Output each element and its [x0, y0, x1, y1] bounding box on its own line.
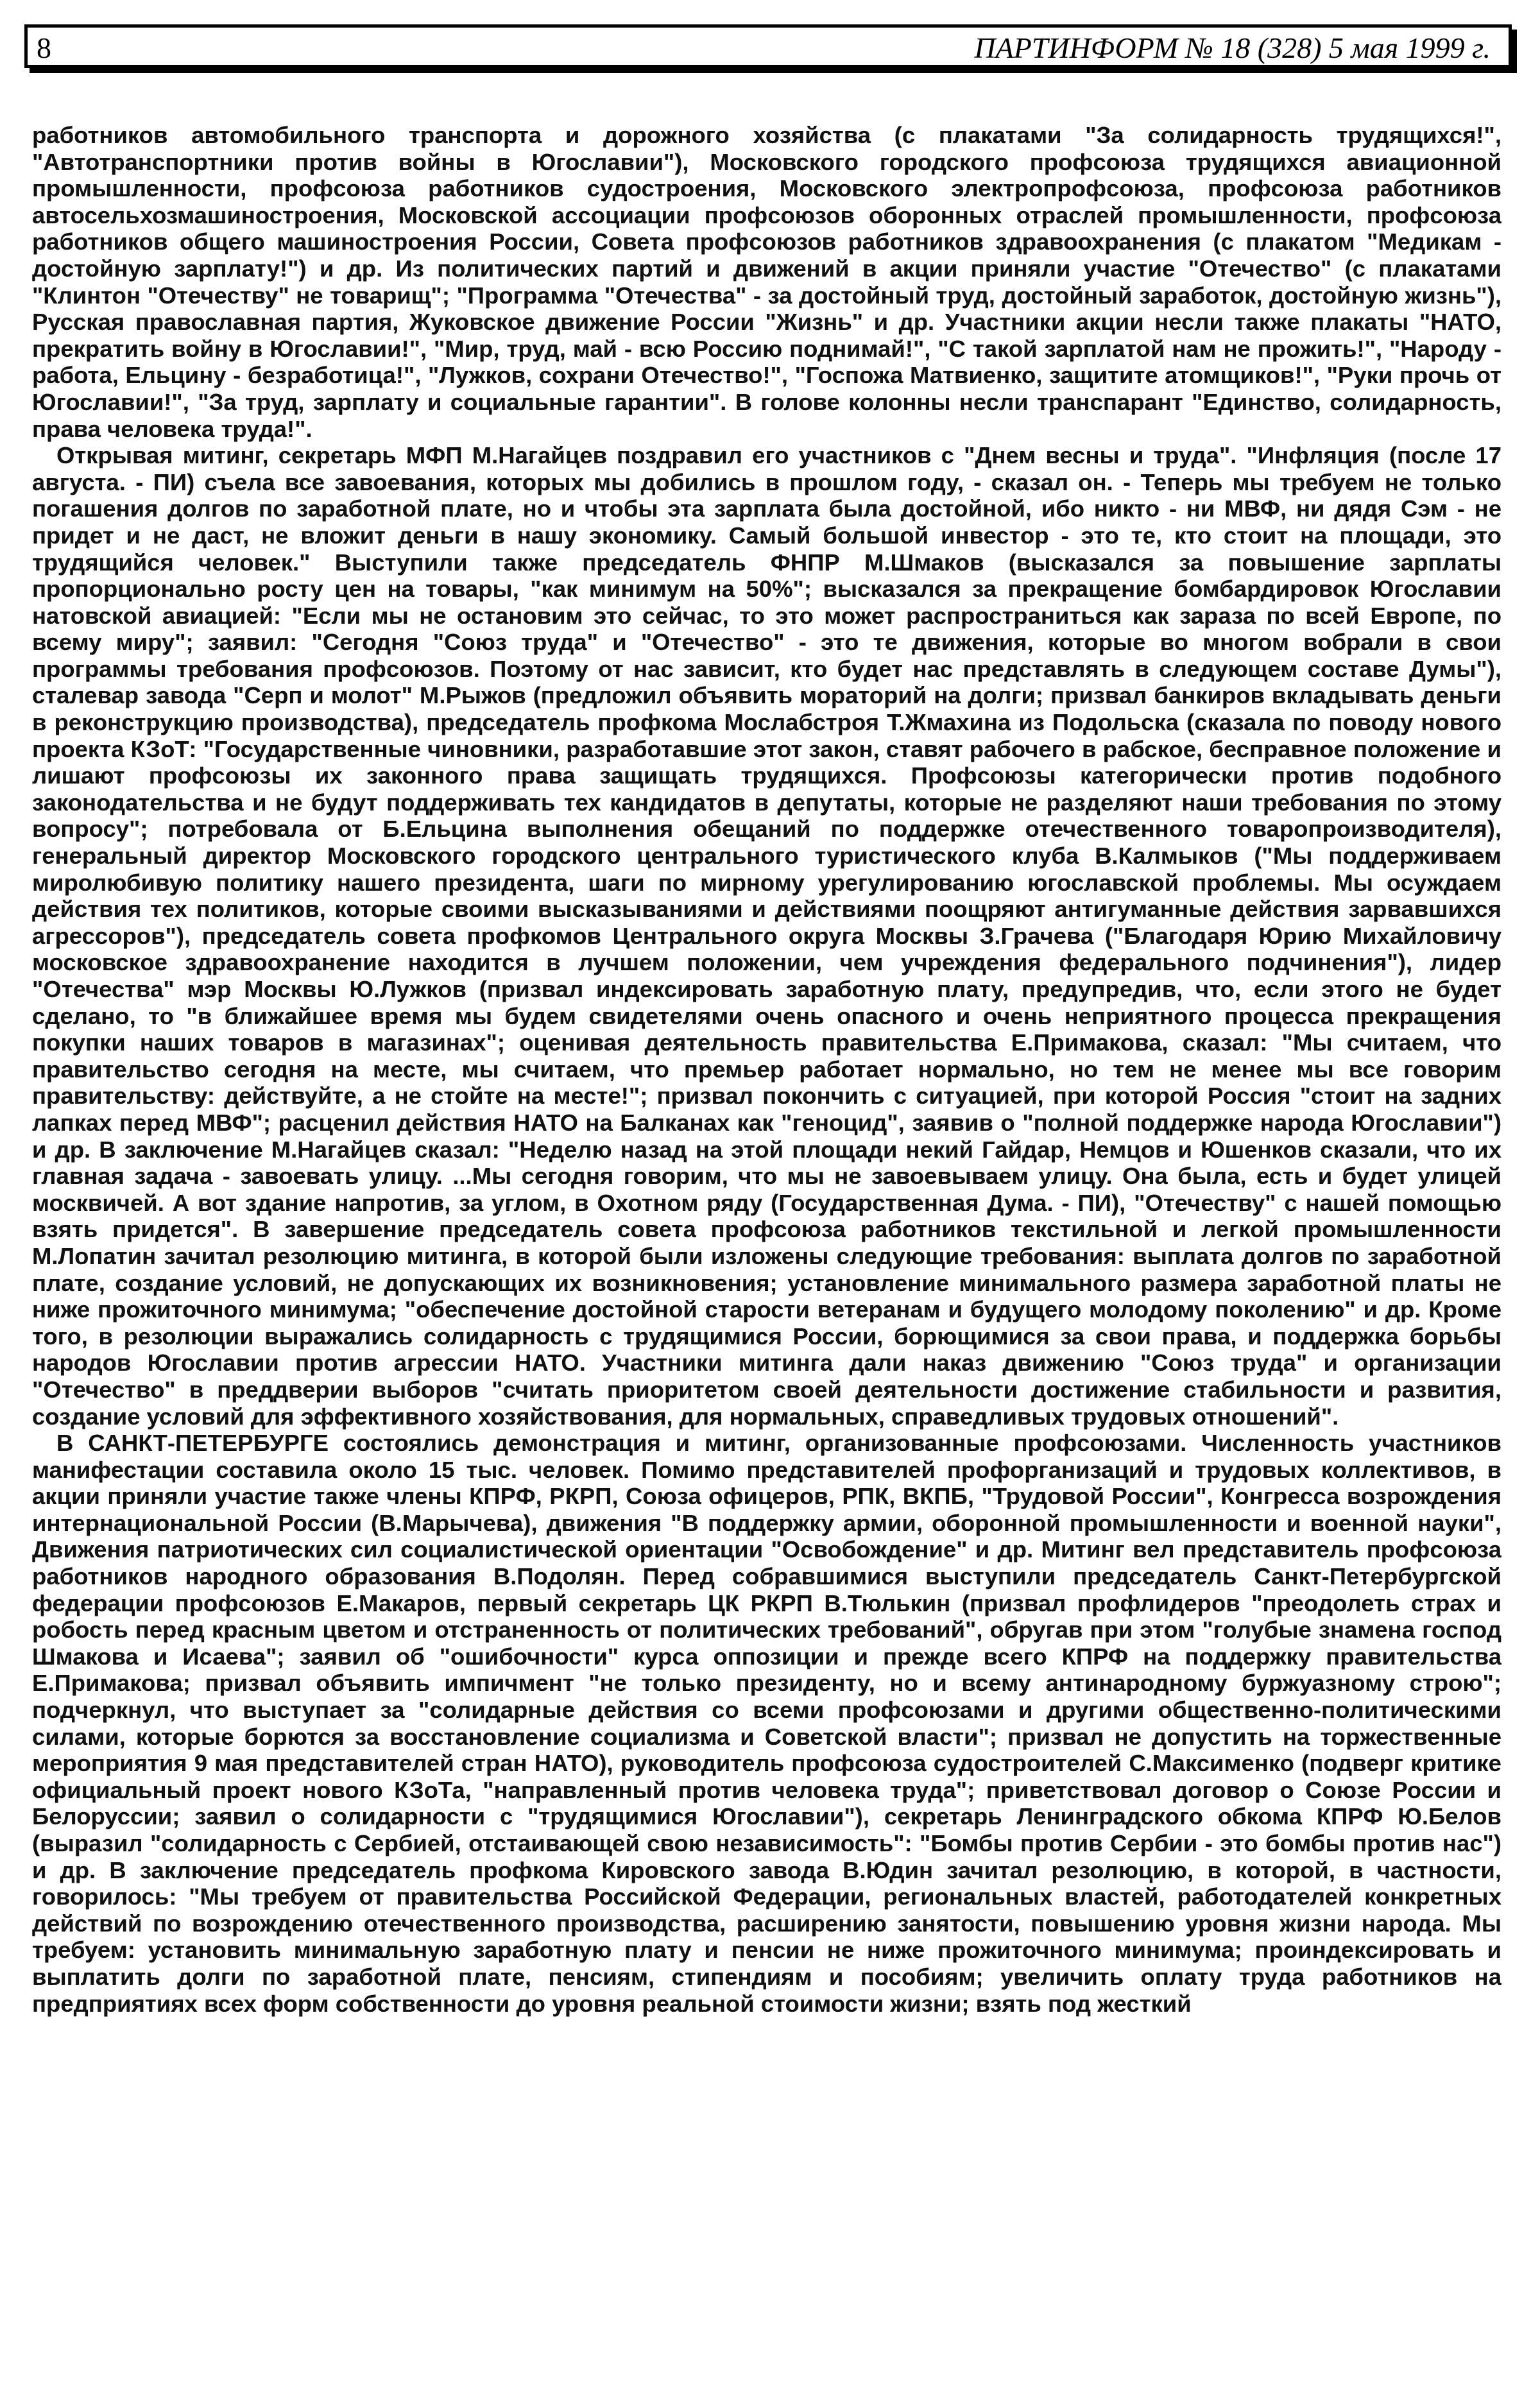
paragraph-3: В САНКТ-ПЕТЕРБУРГЕ состоялись демонстрация и митинг, организованные профсоюзами. Численность участников манифестации составила около 15 тыс. человек. Помимо представителей профорганизаций и трудовых коллективов, в акции приняли участие также члены КПРФ, РКРП, Союза офицеров, РПК, ВКПБ, "Трудовой России", Конгресса возрождения интернациональной России (В.Марычева), движения "В поддержку армии, оборонной промышленности и военной науки", Движения патриотических сил социалистической ориентации "Освобождение" и др. Митинг вел представитель профсоюза работников народного образования В.Подолян. Перед собравшимися выступили председатель Санкт-Петербургской федерации профсоюзов Е.Макаров, первый секретарь ЦК РКРП В.Тюлькин (призвал профлидеров "преодолеть страх и робость перед красным цветом и отстраненность от политических требований", обругав при этом "голубые знамена господ Шмакова и Исаева"; заявил об "ошибочности" курса оппозиции и прежде всего КПРФ на поддержку правительства Е.Примакова; призвал объявить импичмент "не только президенту, но и всему антинародному буржуазному строю"; подчеркнул, что выступает за "солидарные действия со всеми профсоюзами и другими общественно-политическими силами, которые борются за восстановление социализма и Советской власти"; призвал не допустить на торжественные мероприятия 9 мая представителей стран НАТО), руководитель профсоюза судостроителей С.Максименко (подверг критике официальный проект нового КЗоТа, "направленный против человека труда"; приветствовал договор о Союзе России и Белоруссии; заявил о солидарности с "трудящимися Югославии"), секретарь Ленинградского обкома КПРФ Ю.Белов (выразил "солидарность с Сербией, отстаивающей свою независимость": "Бомбы против Сербии - это бомбы против нас") и др. В заключение председатель профкома Кировского завода В.Юдин зачитал резолюцию, в которой, в частности, говорилось: "Мы требуем от правительства Российской Федерации, региональных властей, работодателей конкретных действий по возрождению отечественного производства, расширению занятости, повышению уровня жизни народа. Мы требуем: установить минимальную заработную плату и пенсии не ниже прожиточного минимума; проиндексировать и выплатить долги по заработной плате, пенсиям, стипендиям и пособиям; увеличить оплату труда работников на предприятиях всех форм собственности до уровня реальной стоимости жизни; взять под жесткий	[32, 1430, 1502, 2017]
paragraph-2: Открывая митинг, секретарь МФП М.Нагайцев поздравил его участников с "Днем весны и труда". "Инфляция (после 17 августа. - ПИ) съела все завоевания, которых мы добились в прошлом году, - сказал он. - Теперь мы требуем не только погашения долгов по заработной плате, но и чтобы эта зарплата была достойной, ибо никто - ни МВФ, ни дядя Сэм - не придет и не даст, не вложит деньги в нашу экономику. Самый большой инвестор - это те, кто стоит на площади, это трудящийся человек." Выступили также председатель ФНПР М.Шмаков (высказался за повышение зарплаты пропорционально росту цен на товары, "как минимум на 50%"; высказался за прекращение бомбардировок Югославии натовской авиацией: "Если мы не остановим это сейчас, то это может распространиться как зараза по всей Европе, по всему миру"; заявил: "Сегодня "Союз труда" и "Отечество" - это те движения, которые во многом вобрали в свои программы требования профсоюзов. Поэтому от нас зависит, кто будет нас представлять в следующем составе Думы"), сталевар завода "Серп и молот" М.Рыжов (предложил объявить мораторий на долги; призвал банкиров вкладывать деньги в реконструкцию производства), председатель профкома Мослабстроя Т.Жмахина из Подольска (сказала по поводу нового проекта КЗоТ: "Государственные чиновники, разработавшие этот закон, ставят рабочего в рабское, бесправное положение и лишают профсоюзы их законного права защищать трудящихся. Профсоюзы категорически против подобного законодательства и не будут поддерживать тех кандидатов в депутаты, которые не разделяют наши требования по этому вопросу"; потребовала от Б.Ельцина выполнения обещаний по поддержке отечественного товаропроизводителя), генеральный директор Московского городского центрального туристического клуба В.Калмыков ("Мы поддерживаем миролюбивую политику нашего президента, шаги по мирному урегулированию югославской проблемы. Мы осуждаем действия тех политиков, которые своими высказываниями и действиями поощряют антигуманные действия зарвавшихся агрессоров"), председатель совета профкомов Центрального округа Москвы З.Грачева ("Благодаря Юрию Михайловичу московское здравоохранение находится в лучшем положении, чем учреждения федерального подчинения"), лидер "Отечества" мэр Москвы Ю.Лужков (призвал индексировать заработную плату, предупредив, что, если этого не будет сделано, то "в ближайшее время мы будем свидетелями очень опасного и очень неприятного процесса прекращения покупки наших товаров в магазинах"; оценивая деятельность правительства Е.Примакова, сказал: "Мы считаем, что правительство сегодня на месте, мы считаем, что премьер работает нормально, но тем не менее мы все говорим правительству: действуйте, а не стойте на месте!"; призвал покончить с ситуацией, при которой Россия "стоит на задних лапках перед МВФ"; расценил действия НАТО на Балканах как "геноцид", заявив о "полной поддержке народа Югославии") и др. В заключение М.Нагайцев сказал: "Неделю назад на этой площади некий Гайдар, Немцов и Юшенков сказали, что их главная задача - завоевать улицу. ...Мы сегодня говорим, что мы не завоевываем улицу. Она была, есть и будет улицей москвичей. А вот здание напротив, за углом, в Охотном ряду (Государственная Дума. - ПИ), "Отечеству" с нашей помощью взять придется". В завершение председатель совета профсоюза работников текстильной и легкой промышленности М.Лопатин зачитал резолюцию митинга, в которой были изложены следующие требования: выплата долгов по заработной плате, создание условий, не допускающих их возникновения; установление минимального размера заработной платы не ниже прожиточного минимума; "обеспечение достойной старости ветеранам и будущего молодому поколению" и др. Кроме того, в резолюции выражались солидарность с трудящимися России, борющимися за свои права, и поддержка борьбы народов Югославии против агрессии НАТО. Участники митинга дали наказ движению "Союз труда" и организации "Отечество" в преддверии выборов "считать приоритетом своей деятельности достижение стабильности и развития, создание условий для эффективного хозяйствования, для нормальных, справедливых трудовых отношений".	[32, 442, 1502, 1430]
page-number: 8	[37, 31, 51, 64]
issue-info: ПАРТИНФОРМ № 18 (328) 5 мая 1999 г.	[974, 31, 1491, 64]
page-header	[24, 24, 1512, 68]
article-body	[32, 122, 1502, 2355]
paragraph-1: работников автомобильного транспорта и дорожного хозяйства (с плакатами "За солидарность трудящихся!", "Автотранспортники против войны в Югославии"), Московского городского профсоюза трудящихся авиационной промышленности, профсоюза работников судостроения, Московского электропрофсоюза, профсоюза работников автосельхозмашиностроения, Московской ассоциации профсоюзов оборонных отраслей промышленности, профсоюза работников общего машиностроения России, Совета профсоюзов работников здравоохранения (с плакатом "Медикам - достойную зарплату!") и др. Из политических партий и движений в акции приняли участие "Отечество" (с плакатами "Клинтон "Отечеству" не товарищ"; "Программа "Отечества" - за достойный труд, достойный заработок, достойную жизнь"), Русская православная партия, Жуковское движение России "Жизнь" и др. Участники акции несли также плакаты "НАТО, прекратить войну в Югославии!", "Мир, труд, май - всю Россию поднимай!", "С такой зарплатой нам не прожить!", "Народу - работа, Ельцину - безработица!", "Лужков, сохрани Отечество!", "Госпожа Матвиенко, защитите атомщиков!", "Руки прочь от Югославии!", "За труд, зарплату и социальные гарантии". В голове колонны несли транспарант "Единство, солидарность, права человека труда!".	[32, 122, 1502, 442]
